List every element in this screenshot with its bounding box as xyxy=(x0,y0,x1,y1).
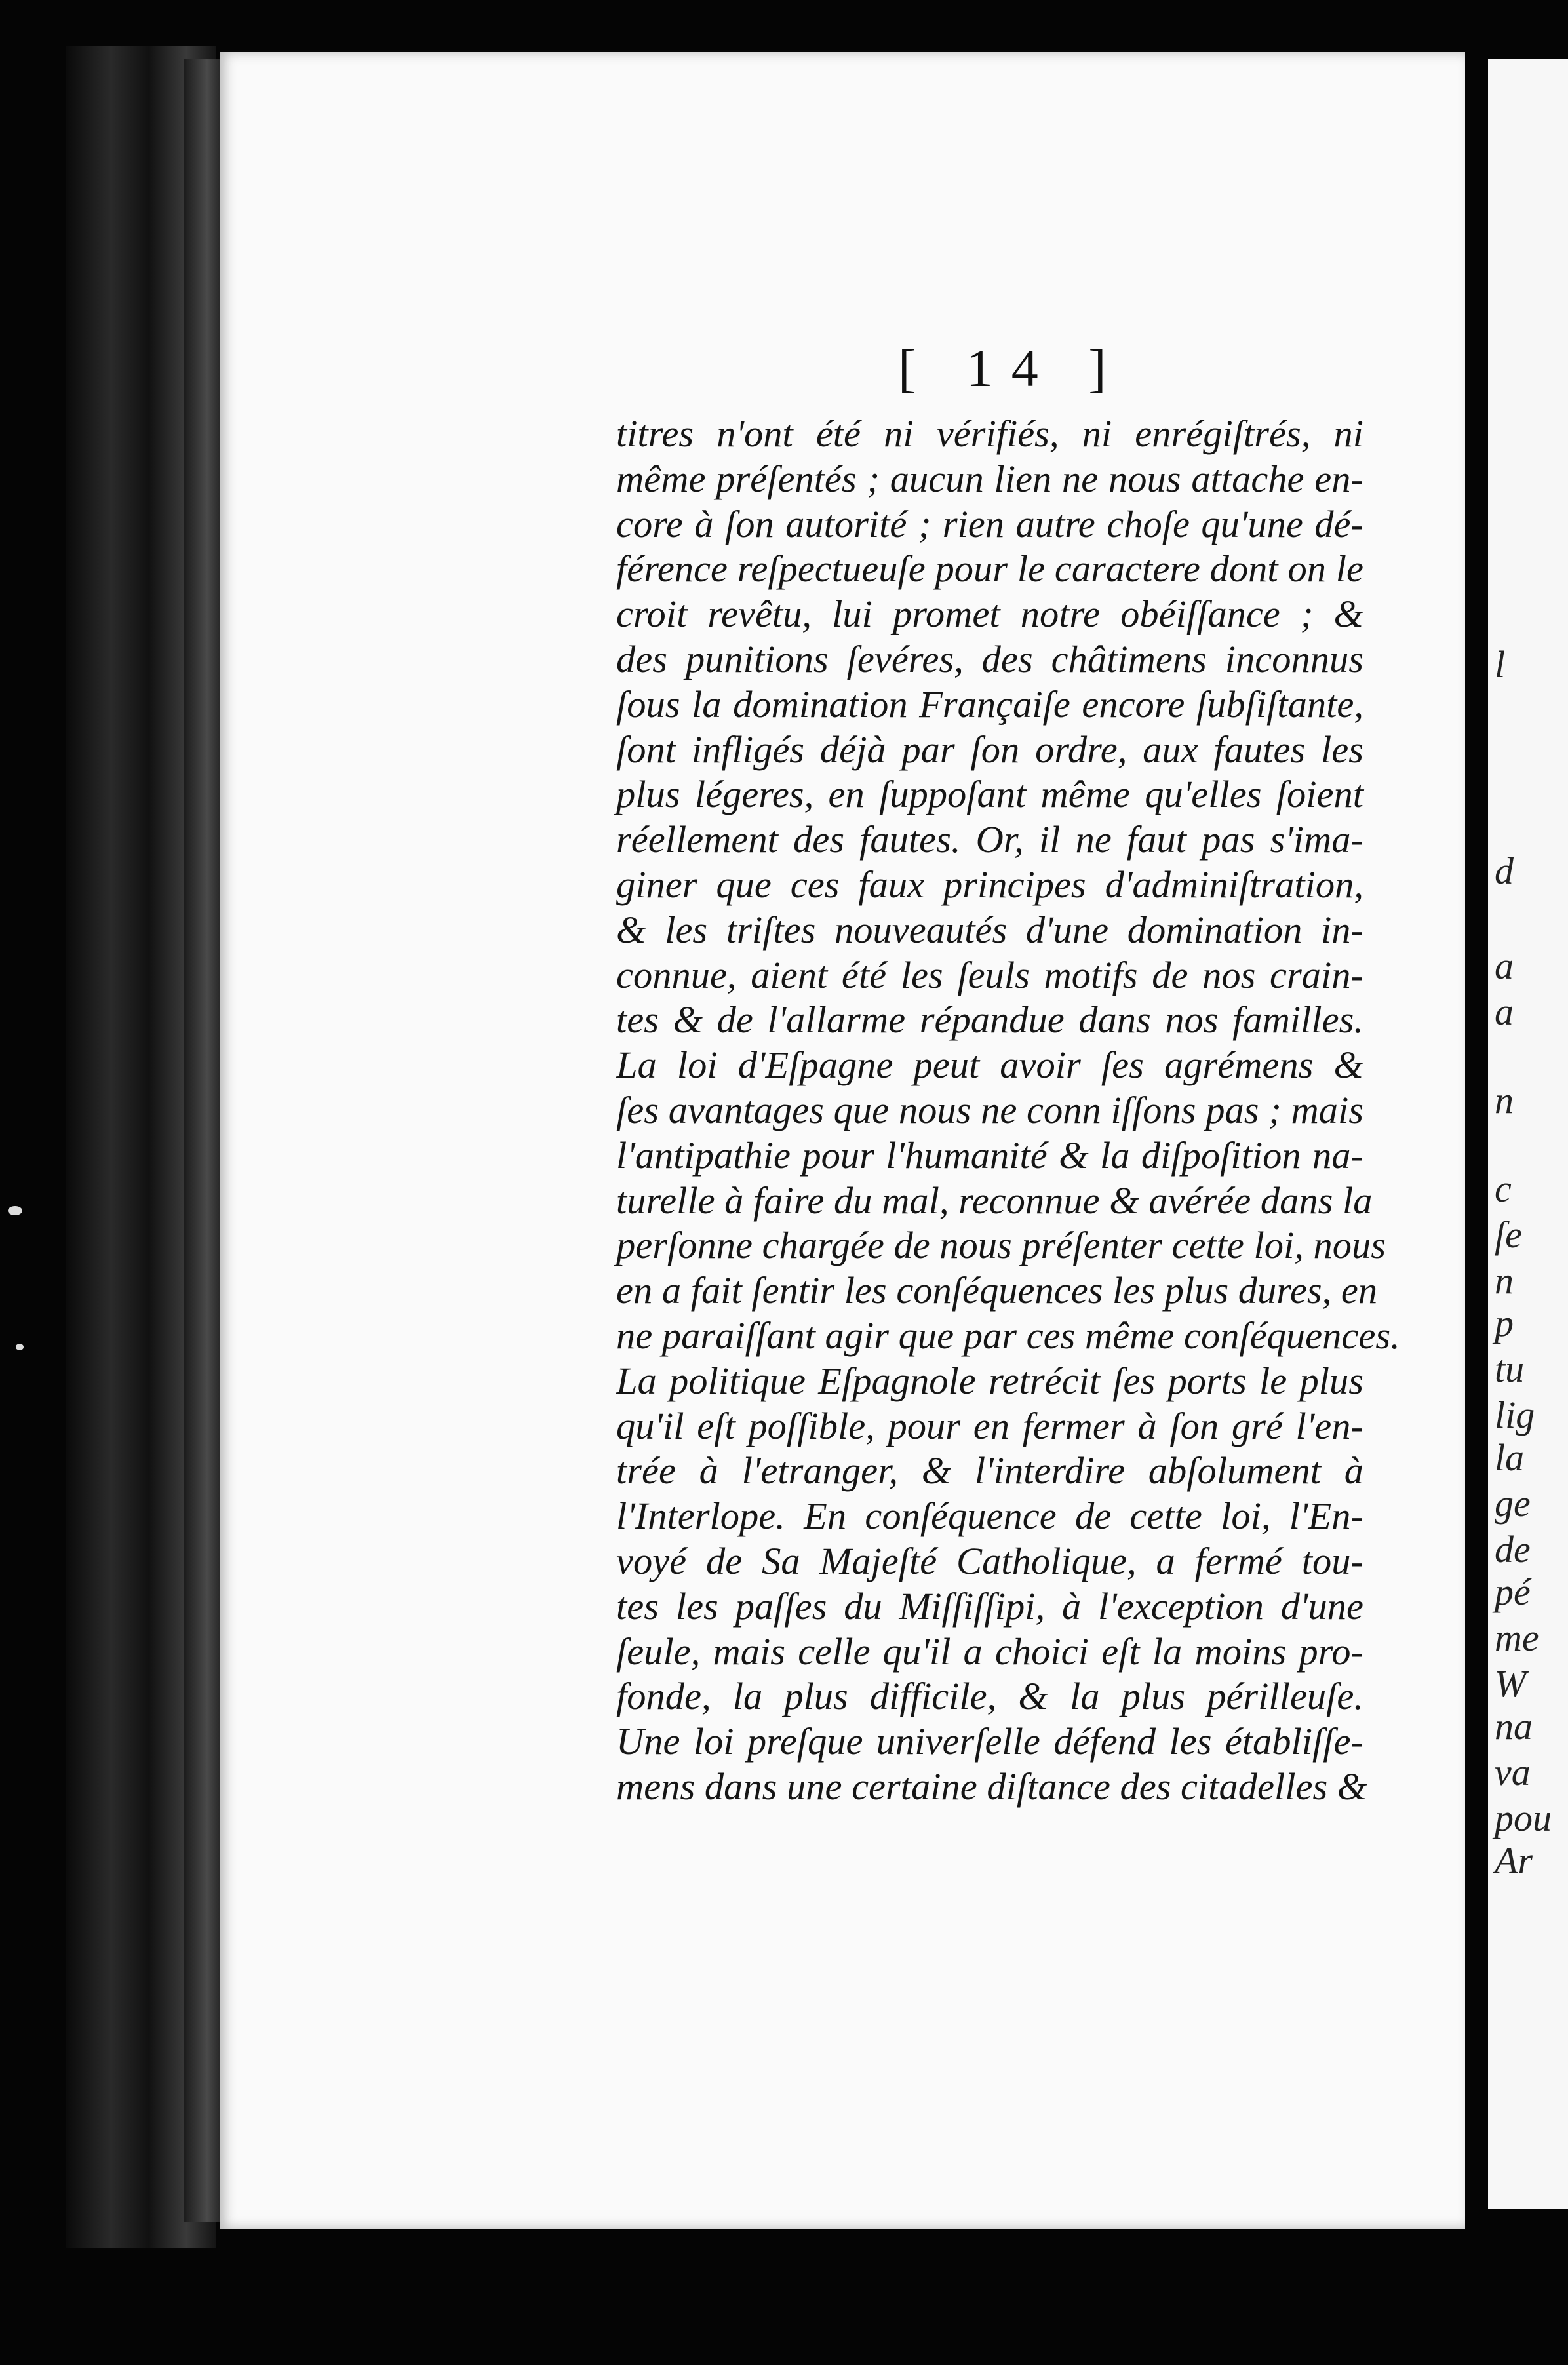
facing-fragment: ge xyxy=(1495,1482,1531,1525)
text-line: trée à l'etranger, & l'interdire abſolument à xyxy=(616,1449,1363,1493)
facing-fragment: W xyxy=(1495,1662,1527,1705)
text-line: des punitions ſevéres, des châtimens inconnus xyxy=(616,637,1363,680)
facing-fragment: lig xyxy=(1495,1394,1535,1436)
text-line: qu'il eſt poſſible, pour en fermer à ſon gré l'en- xyxy=(616,1404,1363,1447)
scan-speck xyxy=(16,1344,24,1350)
facing-fragment: a xyxy=(1495,990,1514,1033)
text-line: l'Interlope. En conſéquence de cette loi, l'En- xyxy=(616,1495,1363,1538)
text-line: connue, aient été les ſeuls motifs de nos crain- xyxy=(616,953,1363,996)
text-line: ſont infligés déjà par ſon ordre, aux fautes les xyxy=(616,728,1363,771)
text-line: ne paraiſſant agir que par ces même conſéquences. xyxy=(616,1314,1400,1357)
facing-fragment: pou xyxy=(1495,1797,1552,1839)
text-line: réellement des fautes. Or, il ne faut pas s'ima- xyxy=(616,818,1363,861)
text-line: en a fait ſentir les conſéquences les plus dures, en xyxy=(616,1269,1378,1312)
scan-speck xyxy=(8,1206,22,1215)
page-number-header: [ 14 ] xyxy=(898,338,1125,398)
text-line: croit revêtu, lui promet notre obéiſſance ; & xyxy=(616,593,1363,636)
text-line: tes & de l'allarme répandue dans nos familles. xyxy=(616,998,1363,1042)
text-line: & les triſtes nouveautés d'une domination in- xyxy=(616,908,1363,951)
text-line: même préſentés ; aucun lien ne nous attache en- xyxy=(616,457,1363,500)
text-line: ſes avantages que nous ne conn iſſons pas ; mais xyxy=(616,1088,1363,1131)
facing-fragment: p xyxy=(1495,1302,1514,1344)
facing-page xyxy=(1488,59,1568,2209)
text-line: tes les paſſes du Miſſiſſipi, à l'exception d'une xyxy=(616,1584,1363,1628)
text-line: turelle à faire du mal, reconnue & avérée dans la xyxy=(616,1179,1373,1222)
page-body-text xyxy=(616,412,1400,1810)
text-line: mens dans une certaine diſtance des citadelles & xyxy=(616,1765,1367,1808)
facing-fragment: me xyxy=(1495,1616,1539,1659)
text-line: perſonne chargée de nous préſenter cette loi, nous xyxy=(616,1224,1386,1267)
text-line: férence reſpectueuſe pour le caractere dont on le xyxy=(616,547,1363,591)
facing-fragment: n xyxy=(1495,1259,1514,1302)
text-line: plus légeres, en ſuppoſant même qu'elles ſoient xyxy=(616,773,1363,816)
text-line: La politique Eſpagnole retrécit ſes ports le plus xyxy=(616,1359,1363,1402)
facing-fragment: la xyxy=(1495,1436,1525,1479)
text-line: l'antipathie pour l'humanité & la diſpoſition na- xyxy=(616,1133,1363,1177)
text-line: voyé de Sa Majeſté Catholique, a fermé tou- xyxy=(616,1539,1363,1582)
facing-fragment: a xyxy=(1495,945,1514,987)
facing-fragment: l xyxy=(1495,643,1506,686)
facing-fragment: pé xyxy=(1495,1571,1531,1613)
binding-edge xyxy=(184,59,223,2222)
text-line: fonde, la plus difficile, & la plus périlleuſe. xyxy=(616,1675,1363,1718)
text-line: Une loi preſque univerſelle défend les établiſſe- xyxy=(616,1720,1363,1763)
facing-fragment: ſe xyxy=(1495,1213,1522,1256)
text-line: core à ſon autorité ; rien autre choſe qu'une dé- xyxy=(616,502,1363,545)
facing-fragment: c xyxy=(1495,1167,1512,1210)
facing-fragment: tu xyxy=(1495,1348,1525,1390)
text-line: ſeule, mais celle qu'il a choici eſt la moins pro- xyxy=(616,1630,1363,1673)
text-line: La loi d'Eſpagne peut avoir ſes agrémens & xyxy=(616,1044,1363,1087)
facing-fragment: de xyxy=(1495,1528,1531,1571)
text-line: giner que ces faux principes d'adminiſtration, xyxy=(616,863,1363,906)
text-line: ſous la domination Françaiſe encore ſubſiſtante, xyxy=(616,682,1363,726)
facing-fragment: d xyxy=(1495,850,1514,892)
facing-fragment: va xyxy=(1495,1751,1531,1793)
facing-fragment: na xyxy=(1495,1705,1533,1748)
facing-fragment: Ar xyxy=(1495,1839,1533,1882)
text-line: titres n'ont été ni vérifiés, ni enrégiſtrés, ni xyxy=(616,412,1363,455)
facing-fragment: n xyxy=(1495,1079,1514,1122)
